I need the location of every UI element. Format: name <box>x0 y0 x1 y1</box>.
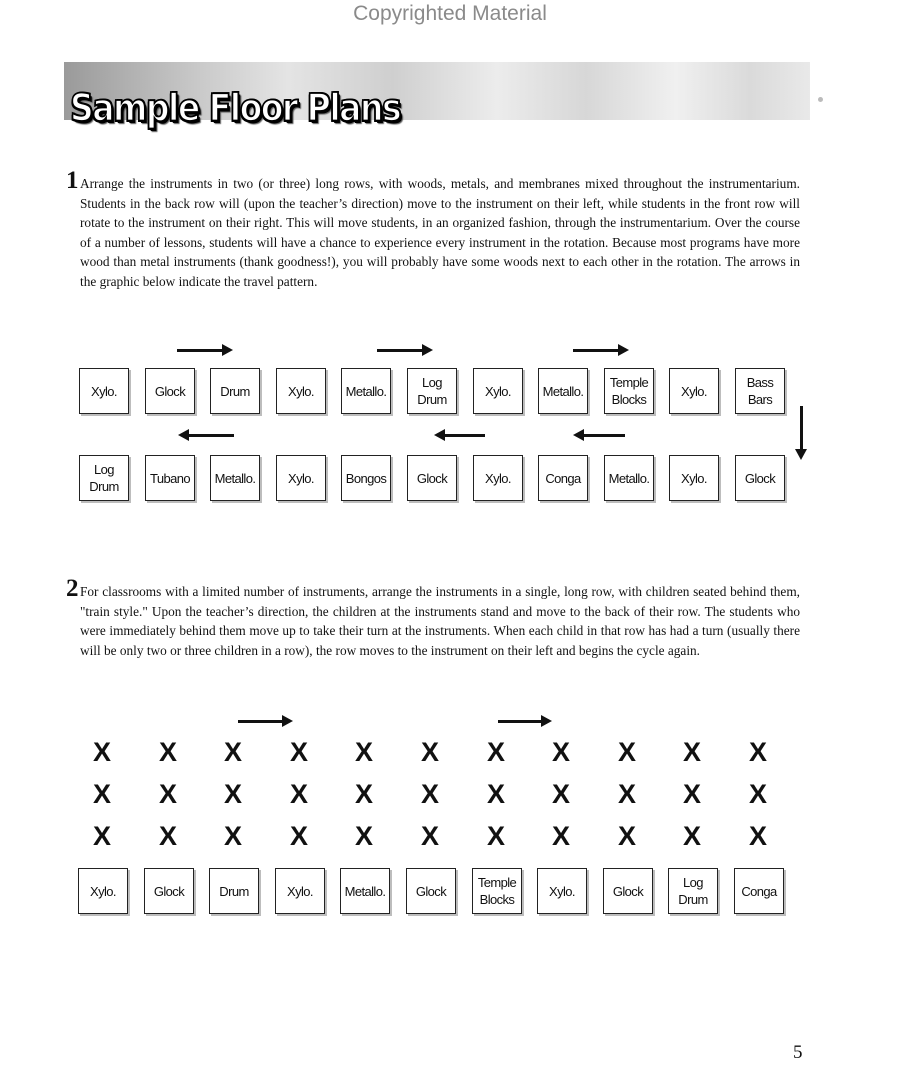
instrument-box: Xylo. <box>669 455 719 501</box>
student-mark: X <box>289 779 308 809</box>
instrument-box: Conga <box>734 868 784 914</box>
student-mark: X <box>92 779 111 809</box>
arrow-right-icon <box>573 349 622 352</box>
instrument-box: Glock <box>144 868 194 914</box>
student-mark: X <box>158 821 177 851</box>
student-mark: X <box>551 779 570 809</box>
student-mark: X <box>617 779 636 809</box>
student-mark: X <box>289 821 308 851</box>
instrument-box: Xylo. <box>669 368 719 414</box>
student-mark: X <box>682 779 701 809</box>
student-mark: X <box>223 737 242 767</box>
instrument-box: Glock <box>145 368 195 414</box>
student-mark: X <box>158 779 177 809</box>
instrument-box: Metallo. <box>538 368 588 414</box>
student-mark: X <box>748 779 767 809</box>
instrument-box: Glock <box>603 868 653 914</box>
instrument-box: Xylo. <box>473 368 523 414</box>
page-title: Sample Floor Plans <box>70 86 401 130</box>
student-mark: X <box>354 821 373 851</box>
instrument-box: Metallo. <box>341 368 391 414</box>
student-mark: X <box>420 779 439 809</box>
instrument-box: Log Drum <box>407 368 457 414</box>
student-mark: X <box>486 737 505 767</box>
student-mark: X <box>617 821 636 851</box>
arrow-right-icon <box>377 349 426 352</box>
student-mark: X <box>682 821 701 851</box>
instrument-box: Temple Blocks <box>472 868 522 914</box>
arrow-left-icon <box>580 434 625 437</box>
banner-dot <box>818 97 823 102</box>
student-mark: X <box>92 821 111 851</box>
arrow-left-icon <box>441 434 485 437</box>
instrument-box: Xylo. <box>537 868 587 914</box>
instrument-box: Bongos <box>341 455 391 501</box>
student-mark: X <box>420 821 439 851</box>
instrument-box: Log Drum <box>79 455 129 501</box>
student-mark: X <box>748 821 767 851</box>
instrument-box: Glock <box>406 868 456 914</box>
student-mark: X <box>289 737 308 767</box>
student-mark: X <box>420 737 439 767</box>
instrument-box: Glock <box>735 455 785 501</box>
section-1-text: Arrange the instruments in two (or three) long rows, with woods, metals, and membranes mixed throughout the instrumentarium. Students in the back row will (upon the teacher’s direction) move to the instrument on their left, while students in the front row will rotate to the instrument on their right. This will move students, in an organized fashion, through the instrumentarium. Over the course of a number of lessons, students will have a chance to experience every instrument in the rotation. Because most programs have more wood than metal instruments (thank goodness!), you will probably have some woods next to each other in the rotation. The arrows in the graphic below indicate the travel pattern. <box>80 176 800 289</box>
page-number: 5 <box>793 1042 803 1063</box>
student-mark: X <box>223 779 242 809</box>
arrow-right-icon <box>177 349 226 352</box>
student-mark: X <box>486 779 505 809</box>
student-mark: X <box>682 737 701 767</box>
student-mark: X <box>617 737 636 767</box>
instrument-box: Metallo. <box>340 868 390 914</box>
instrument-box: Drum <box>209 868 259 914</box>
section-2-number: 2 <box>66 575 79 602</box>
arrow-right-icon <box>498 720 545 723</box>
instrument-box: Tubano <box>145 455 195 501</box>
instrument-box: Conga <box>538 455 588 501</box>
section-1-number: 1 <box>66 167 79 194</box>
instrument-box: Metallo. <box>210 455 260 501</box>
instrument-box: Xylo. <box>275 868 325 914</box>
instrument-box: Xylo. <box>276 455 326 501</box>
instrument-box: Xylo. <box>78 868 128 914</box>
student-mark: X <box>223 821 242 851</box>
instrument-box: Temple Blocks <box>604 368 654 414</box>
instrument-box: Log Drum <box>668 868 718 914</box>
arrow-right-icon <box>238 720 286 723</box>
arrow-down-icon <box>800 406 803 452</box>
student-mark: X <box>92 737 111 767</box>
section-2-text: For classrooms with a limited number of instruments, arrange the instruments in a single, long row, with children seated behind them, "train style." Upon the teacher’s direction, the children at the instruments stand and move to the back of their row. The students who were immediately behind them move up to take their turn at the instruments. When each child in that row has had a turn (usually there will be only two or three children in a row), the row moves to the instrument on their left and begins the cycle again. <box>80 584 800 658</box>
instrument-box: Glock <box>407 455 457 501</box>
student-mark: X <box>486 821 505 851</box>
instrument-box: Xylo. <box>473 455 523 501</box>
instrument-box: Drum <box>210 368 260 414</box>
student-mark: X <box>354 779 373 809</box>
student-mark: X <box>748 737 767 767</box>
student-mark: X <box>551 737 570 767</box>
arrow-left-icon <box>185 434 234 437</box>
watermark: Copyrighted Material <box>353 2 547 25</box>
instrument-box: Bass Bars <box>735 368 785 414</box>
student-mark: X <box>354 737 373 767</box>
instrument-box: Xylo. <box>79 368 129 414</box>
student-mark: X <box>551 821 570 851</box>
instrument-box: Xylo. <box>276 368 326 414</box>
instrument-box: Metallo. <box>604 455 654 501</box>
student-mark: X <box>158 737 177 767</box>
